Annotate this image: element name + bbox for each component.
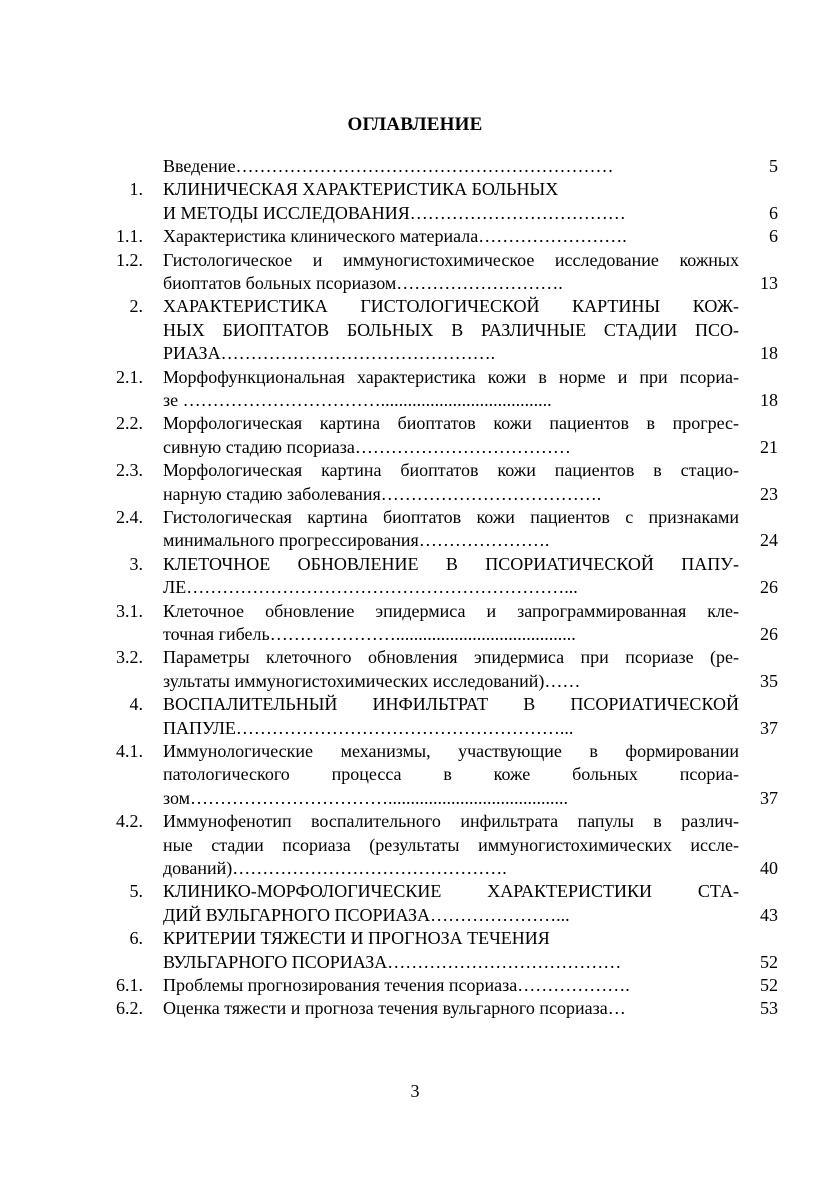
toc-entry (0, 997, 830, 1020)
toc-entry-page: 53 (760, 998, 778, 1019)
toc-entry-page: 6 (769, 202, 778, 223)
toc-entry (0, 506, 830, 553)
toc-entry-title-line: Введение……………………………………………………… (163, 156, 614, 176)
toc-entry-title (163, 810, 739, 880)
toc-entry-title-line: точная гибель…………………........................................ (163, 623, 576, 644)
toc-entry-title-line: патологического процесса в коже больных псориа- (163, 764, 739, 785)
toc-entry-title-line: Гистологическое и иммуногистохимическое исследование кожных (163, 249, 739, 270)
toc-entry-number: 1.2. (116, 249, 143, 270)
toc-entry-title (163, 927, 739, 974)
toc-entry-title-line: ВУЛЬГАРНОГО ПСОРИАЗА………………………………… (163, 951, 622, 972)
toc-entry-page: 18 (760, 343, 778, 364)
toc-entry-title-line: зе ……………………………...................................... (163, 389, 552, 410)
toc-entry (0, 178, 830, 225)
toc-entry-title (163, 249, 739, 296)
toc-entry-number: 3.2. (116, 647, 143, 668)
toc-entry-page: 43 (760, 904, 778, 925)
toc-entry-page: 52 (760, 951, 778, 972)
toc-entry (0, 974, 830, 997)
toc-entry-title-line: ПАПУЛЕ………………………………………………... (163, 717, 574, 738)
toc-entry (0, 810, 830, 880)
toc-entry-number: 2.4. (116, 507, 143, 527)
toc-entry-number: 2. (129, 296, 143, 317)
toc-entry-title-line: Морфофункциональная характеристика кожи в норме и при псориа- (163, 366, 739, 387)
toc-entry-title-line: КЛИНИКО-МОРФОЛОГИЧЕСКИЕ ХАРАКТЕРИСТИКИ СТА- (163, 881, 739, 902)
toc-entry-title-line: ХАРАКТЕРИСТИКА ГИСТОЛОГИЧЕСКОЙ КАРТИНЫ КОЖ- (163, 296, 739, 317)
toc-entry-page: 26 (760, 577, 778, 598)
toc-entry-title-line: Иммунофенотип воспалительного инфильтрата папулы в различ- (163, 811, 739, 832)
toc-title: ОГЛАВЛЕНИЕ (347, 114, 483, 135)
toc-entry-number: 6. (129, 928, 143, 949)
toc-entry (0, 155, 830, 178)
toc-entry-number: 3. (129, 553, 143, 574)
toc-entry-page: 52 (760, 975, 778, 995)
toc-entry-title-line: РИАЗА………………………………………. (163, 343, 496, 364)
toc-entry-title (163, 600, 739, 647)
toc-entry (0, 693, 830, 740)
toc-entry-title-line: КЛИНИЧЕСКАЯ ХАРАКТЕРИСТИКА БОЛЬНЫХ (163, 179, 559, 200)
toc-entry-number: 4.2. (116, 811, 143, 832)
toc-entry-title-line: нарную стадию заболевания………………………………. (163, 483, 602, 504)
toc-entry-title-line: ЛЕ………………………………………………………... (163, 577, 578, 598)
toc-entry-page: 13 (760, 272, 778, 293)
toc-entry-number: 1. (129, 179, 143, 200)
toc-entry-title (163, 178, 739, 225)
toc-entry-page: 6 (769, 226, 778, 247)
toc-entry-title-line: КРИТЕРИИ ТЯЖЕСТИ И ПРОГНОЗА ТЕЧЕНИЯ (163, 928, 550, 949)
toc-entry-page: 26 (760, 623, 778, 644)
toc-entry-page: 5 (769, 156, 778, 176)
toc-entry (0, 553, 830, 600)
toc-entry-page: 18 (760, 389, 778, 410)
toc-entry-title (163, 997, 739, 1020)
toc-entry-title-line: Морфологическая картина биоптатов кожи пациентов в прогрес- (163, 413, 739, 434)
toc-entry-title (163, 506, 739, 553)
toc-entry (0, 880, 830, 927)
toc-entry-title (163, 155, 739, 178)
toc-entry-title (163, 366, 739, 413)
toc-entry-title-line: Проблемы прогнозирования течения псориаза………………. (163, 975, 630, 995)
toc-entry-title-line: Морфологическая картина биоптатов кожи пациентов в стацио- (163, 460, 739, 481)
toc-entry-number: 2.2. (116, 413, 143, 434)
toc-entry-title-line: КЛЕТОЧНОЕ ОБНОВЛЕНИЕ В ПСОРИАТИЧЕСКОЙ ПАПУ- (163, 553, 739, 574)
toc-entry-title-line: НЫХ БИОПТАТОВ БОЛЬНЫХ В РАЗЛИЧНЫЕ СТАДИИ ПСО- (163, 319, 739, 340)
toc-entry-page: 24 (760, 530, 778, 551)
toc-entry-title-line: ВОСПАЛИТЕЛЬНЫЙ ИНФИЛЬТРАТ В ПСОРИАТИЧЕСКОЙ (163, 694, 739, 715)
toc-entry-title-line: ДИЙ ВУЛЬГАРНОГО ПСОРИАЗА…………………... (163, 904, 570, 925)
toc-entry-title-line: Гистологическая картина биоптатов кожи пациентов с признаками (163, 507, 739, 527)
toc-entry-title (163, 646, 739, 693)
toc-entry (0, 927, 830, 974)
toc-entry-page: 23 (760, 483, 778, 504)
toc-entry (0, 459, 830, 506)
toc-entry-title (163, 693, 739, 740)
toc-entry-title (163, 459, 739, 506)
toc-entry-title-line: дований)………………………………………. (163, 857, 507, 878)
page-number: 3 (410, 1081, 420, 1101)
toc-entry (0, 740, 830, 810)
toc-entry-title-line: Оценка тяжести и прогноза течения вульгарного псориаза… (163, 998, 626, 1019)
toc-entry-number: 2.3. (116, 460, 143, 481)
toc-entry-page: 37 (760, 717, 778, 738)
toc-entry-title-line: зом……………………………........................................ (163, 787, 569, 808)
toc-entry (0, 225, 830, 248)
toc-entry-title (163, 553, 739, 600)
toc-entry (0, 412, 830, 459)
toc-entry (0, 366, 830, 413)
toc-entry-title (163, 412, 739, 459)
toc-entry-title-line: минимального прогрессирования…………………. (163, 530, 550, 551)
toc-entry-number: 1.1. (116, 226, 143, 247)
toc-entry (0, 600, 830, 647)
toc-entry-title-line: зультаты иммуногистохимических исследований)…… (163, 670, 581, 691)
toc-entry-number: 3.1. (116, 600, 143, 621)
toc-entry-title-line: И МЕТОДЫ ИССЛЕДОВАНИЯ……………………………… (163, 202, 626, 223)
toc-entry-title-line: Иммунологические механизмы, участвующие в формировании (163, 741, 739, 761)
toc-entry-page: 37 (760, 787, 778, 808)
toc-entry-number: 6.1. (116, 975, 143, 995)
toc-entry-title-line: Клеточное обновление эпидермиса и запрограммированная кле- (163, 600, 739, 621)
toc-entry-title (163, 974, 739, 997)
toc-entry-title-line: биоптатов больных псориазом………………………. (163, 272, 563, 293)
toc-entry-title (163, 295, 739, 365)
toc-entry-title (163, 225, 739, 248)
toc-entry-page: 35 (760, 670, 778, 691)
toc-entry-number: 2.1. (116, 366, 143, 387)
toc-entry-number: 6.2. (116, 998, 143, 1019)
toc-entry (0, 295, 830, 365)
toc-entry-page: 40 (760, 857, 778, 878)
toc-entry-title-line: Характеристика клинического материала……………………. (163, 226, 627, 247)
toc-entry-number: 5. (129, 881, 143, 902)
toc-entry-title (163, 740, 739, 810)
toc-entry-title-line: Параметры клеточного обновления эпидермиса при псориазе (ре- (163, 647, 739, 668)
toc-entry-number: 4. (129, 694, 143, 715)
toc-entry-title (163, 880, 739, 927)
toc-entry (0, 646, 830, 693)
toc-entry (0, 249, 830, 296)
toc-entry-title-line: сивную стадию псориаза……………………………… (163, 436, 571, 457)
toc-entry-title-line: ные стадии псориаза (результаты иммуногистохимических иссле- (163, 834, 739, 855)
toc-entry-number: 4.1. (116, 741, 143, 761)
toc-entry-page: 21 (760, 436, 778, 457)
